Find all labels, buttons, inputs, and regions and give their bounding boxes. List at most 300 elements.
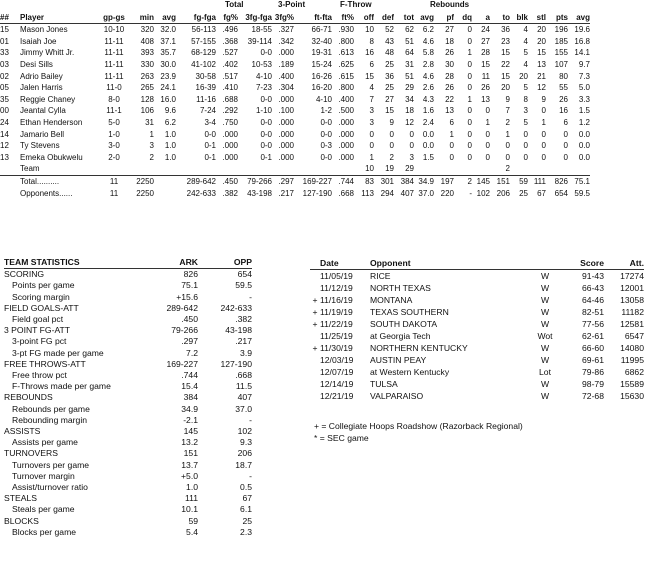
stat-cell: .625 [338, 60, 354, 70]
stat-cell: 16.8 [574, 36, 590, 46]
stat-cell: 3 [369, 118, 374, 128]
stat-cell [272, 163, 294, 175]
stat-cell: 66-71 [311, 25, 332, 35]
stat-cell: .292 [222, 106, 238, 116]
stat-cell: 0 [505, 141, 510, 151]
stat-cell: 80 [559, 71, 568, 81]
stat-cell: 2.6 [422, 83, 434, 93]
stat-cell: 3 [149, 141, 154, 151]
stat-cell: 0 [467, 60, 472, 70]
stat-cell: 0-0 [320, 118, 332, 128]
stat-cell: Jeantal Cylla [20, 106, 66, 116]
game-date: 12/07/19 [320, 367, 354, 377]
stat-cell [332, 163, 354, 175]
stat-cell: 12 [0, 141, 9, 151]
stat-cell: 0-0 [260, 129, 272, 139]
stat-cell: 48 [385, 48, 394, 58]
stat-cell: 15 [385, 106, 394, 116]
team-stat-opp: 18.7 [235, 459, 252, 470]
stat-cell: 13 [537, 60, 546, 70]
team-stat-label: Assist/turnover ratio [12, 482, 88, 493]
column-header: blk [510, 12, 528, 24]
stat-cell: 36 [385, 71, 394, 81]
stat-cell: 39-114 [247, 36, 272, 46]
stat-cell: 4-10 [315, 94, 332, 104]
team-stat-ark: -2.1 [183, 414, 198, 425]
stat-cell: .527 [222, 48, 238, 58]
stat-cell: 1 [485, 118, 490, 128]
stat-cell: Opponents...... [20, 188, 73, 198]
team-stat-opp: 0.5 [240, 482, 252, 493]
stat-cell: .100 [278, 106, 294, 116]
game-opponent: TULSA [370, 379, 398, 389]
stat-cell: Team [20, 164, 40, 174]
schedule-score-header: Score [560, 257, 604, 270]
stat-cell: 30-58 [195, 71, 216, 81]
stat-cell: 320 [140, 25, 154, 35]
stat-cell: 0 [389, 141, 394, 151]
player-row [0, 94, 590, 106]
team-stat-ark: 59 [188, 515, 198, 526]
stat-cell: 1 [505, 129, 510, 139]
stat-cell: 19.6 [574, 25, 590, 35]
stat-cell: 0 [369, 141, 374, 151]
stat-cell: 7-24 [199, 106, 216, 116]
stat-cell: 0-1 [204, 152, 216, 162]
game-att: 17274 [620, 271, 644, 281]
team-stat-row [4, 482, 252, 493]
stat-cell: 106 [140, 106, 154, 116]
stat-cell: 20 [519, 71, 528, 81]
stat-cell: 151 [490, 175, 510, 187]
stat-cell: .750 [222, 118, 238, 128]
stat-cell: 18 [445, 36, 454, 46]
player-row [0, 36, 590, 48]
stat-cell: 16.0 [160, 94, 176, 104]
stat-cell: 64 [405, 48, 414, 58]
team-stat-row [4, 359, 252, 370]
team-stat-row [4, 392, 252, 403]
stat-cell: 0 [485, 129, 490, 139]
stat-cell [154, 163, 176, 175]
schedule-row [310, 270, 644, 283]
stat-cell: 11-16 [196, 94, 216, 104]
roadshow-note: + = Collegiate Hoops Roadshow (Razorback Regional) [314, 421, 523, 431]
stat-cell: 24 [481, 25, 490, 35]
team-stat-label: Steals per game [12, 504, 75, 515]
stat-cell: 4.3 [422, 94, 434, 104]
column-header: gp-gs [98, 12, 130, 24]
team-stat-row [4, 460, 252, 471]
column-header: a [472, 12, 490, 24]
team-stat-ark: 145 [183, 426, 198, 437]
stat-cell: 14 [0, 129, 9, 139]
column-header: min [130, 12, 154, 24]
game-date: 11/12/19 [320, 283, 353, 293]
team-stat-row [4, 348, 252, 359]
game-opponent: AUSTIN PEAY [370, 355, 427, 365]
column-header: avg [568, 12, 590, 24]
schedule-date-header: Date [320, 257, 370, 270]
stat-cell: 4.6 [422, 36, 434, 46]
team-stat-label: Assists per game [12, 437, 78, 448]
column-header: avg [414, 12, 434, 24]
stat-cell [528, 163, 546, 175]
team-statistics-table [4, 257, 252, 538]
game-date: 11/19/19 [320, 307, 353, 317]
game-score: 77-56 [582, 319, 604, 329]
stat-cell: 6 [449, 118, 454, 128]
team-stat-row [4, 504, 252, 515]
stat-cell: 1.2 [578, 118, 590, 128]
stat-cell: 263 [140, 71, 154, 81]
stat-cell: 4 [369, 83, 374, 93]
schedule-header-row [310, 257, 644, 270]
stat-cell: 15-24 [311, 60, 332, 70]
stat-cell: 30 [445, 60, 454, 70]
team-stat-ark: 34.9 [181, 403, 198, 414]
stat-cell: 145 [472, 175, 490, 187]
stat-cell [154, 187, 176, 199]
column-header: ft% [332, 12, 354, 24]
game-result: Lot [539, 367, 551, 377]
team-stat-opp: .382 [235, 314, 252, 325]
stat-cell: 26 [481, 83, 490, 93]
stat-cell: 68-129 [191, 48, 216, 58]
stat-cell [0, 163, 20, 175]
stat-cell: 27 [385, 94, 394, 104]
stat-cell: 0.0 [422, 129, 434, 139]
stat-cell [546, 163, 568, 175]
stat-cell: 0-0 [260, 141, 272, 151]
team-stat-row [4, 370, 252, 381]
team-stat-label: Scoring margin [12, 291, 70, 302]
stat-cell: .668 [338, 188, 354, 198]
game-date: 11/05/19 [320, 271, 353, 281]
stat-cell: .297 [272, 175, 294, 187]
stat-cell: 0 [485, 141, 490, 151]
team-stat-row [4, 280, 252, 291]
stat-cell: .000 [278, 141, 294, 151]
stat-cell: 37.1 [160, 36, 176, 46]
stat-cell: 11-1 [106, 106, 122, 116]
stat-cell: 30.0 [160, 60, 176, 70]
stat-cell: .000 [278, 48, 294, 58]
stat-cell: 18-55 [251, 25, 272, 35]
game-att: 11182 [621, 307, 644, 317]
stat-cell: 7.3 [578, 71, 590, 81]
game-result: W [540, 319, 550, 329]
stat-cell: 265 [140, 83, 154, 93]
game-opponent: SOUTH DAKOTA [370, 319, 438, 329]
team-stats-opp-header: OPP [198, 257, 252, 269]
stat-cell: .402 [222, 60, 238, 70]
stat-cell: .000 [278, 118, 294, 128]
stat-cell: Isaiah Joe [20, 36, 57, 46]
stat-cell: 2 [505, 118, 510, 128]
stat-cell: 57-155 [191, 36, 216, 46]
column-header: off [354, 12, 374, 24]
stat-cell: 1 [449, 129, 454, 139]
team-stat-opp: 206 [237, 448, 252, 459]
stat-cell: 11-11 [104, 48, 124, 58]
stat-cell: Adrio Bailey [20, 71, 63, 81]
game-att: 12001 [620, 283, 644, 293]
stat-cell: 12 [537, 83, 546, 93]
stat-cell: 03 [0, 60, 9, 70]
team-stat-label: 3-point FG pct [12, 336, 67, 347]
column-header: ft-fta [294, 12, 332, 24]
stat-cell: 0 [467, 106, 472, 116]
game-result: W [540, 307, 550, 317]
stat-cell: 4 [523, 60, 528, 70]
player-row [0, 163, 590, 175]
stat-cell: 1 [467, 48, 472, 58]
stat-cell: 25 [519, 188, 528, 198]
team-stat-label: 3 POINT FG-ATT [4, 325, 71, 336]
stat-cell: 0.0 [578, 129, 590, 139]
team-stat-ark: 5.4 [186, 526, 198, 537]
stat-cell [294, 163, 332, 175]
stat-cell: 25 [385, 83, 394, 93]
stat-cell: 02 [0, 71, 9, 81]
stat-cell: 21 [537, 71, 546, 81]
stat-cell: 28 [445, 71, 454, 81]
game-date: 12/14/19 [320, 379, 354, 389]
stat-cell: 11-0 [106, 83, 122, 93]
stat-cell: 34 [405, 94, 414, 104]
game-score: 91-43 [582, 271, 604, 281]
game-result: W [540, 391, 550, 401]
stat-cell: 0 [467, 36, 472, 46]
team-stat-row [4, 426, 252, 437]
stat-cell: 37.0 [418, 188, 434, 198]
player-row [0, 47, 590, 59]
stat-cell: 0 [467, 71, 472, 81]
team-stat-row [4, 269, 252, 281]
team-stat-label: SCORING [4, 269, 45, 280]
game-date: 11/16/19 [320, 295, 353, 305]
stat-cell: 3-0 [108, 141, 120, 151]
team-stat-ark: +5.0 [181, 470, 198, 481]
stat-cell: Jalen Harris [20, 83, 63, 93]
schedule-row [310, 354, 644, 366]
stat-cell: 2 [389, 152, 394, 162]
stat-cell: 169-227 [294, 175, 332, 187]
stat-cell: .688 [222, 94, 238, 104]
stat-cell: 15 [537, 48, 546, 58]
game-opponent: at Georgia Tech [370, 331, 431, 341]
stat-cell: 0 [409, 141, 414, 151]
stat-cell: 23 [501, 36, 510, 46]
stat-cell [0, 175, 20, 187]
stat-cell: 8-0 [108, 94, 120, 104]
team-stats-ark-header: ARK [154, 257, 198, 269]
stat-cell: 5 [523, 48, 528, 58]
team-stat-opp: 6.1 [240, 504, 252, 515]
team-stat-opp: 102 [237, 426, 252, 437]
stat-cell: 1.0 [164, 152, 176, 162]
stat-cell: 0-0 [260, 118, 272, 128]
stat-cell: 2.4 [422, 118, 434, 128]
column-header: ## [0, 12, 20, 24]
team-stat-ark: 13.2 [181, 437, 198, 448]
stat-cell: 0 [449, 152, 454, 162]
team-stat-ark: 151 [183, 448, 198, 459]
stat-cell: 32.0 [160, 25, 176, 35]
stat-cell: 34.9 [414, 175, 434, 187]
game-result: Wot [537, 331, 553, 341]
game-date: 12/03/19 [320, 355, 354, 365]
team-stat-opp: 407 [237, 392, 252, 403]
team-stat-label: 3-pt FG made per game [12, 347, 104, 358]
stat-cell: .615 [338, 71, 354, 81]
stat-cell: 0-3 [320, 141, 332, 151]
stat-cell: 36 [501, 25, 510, 35]
team-stat-row [4, 303, 252, 314]
stat-cell: 75.1 [568, 175, 590, 187]
team-stat-ark: 15.4 [181, 381, 198, 392]
stat-cell: 0 [485, 152, 490, 162]
team-stat-label: FREE THROWS-ATT [4, 358, 86, 369]
stat-cell: 7 [369, 94, 374, 104]
game-opponent: TEXAS SOUTHERN [370, 307, 449, 317]
stat-cell: Jamario Bell [20, 129, 65, 139]
stat-cell: 6 [369, 60, 374, 70]
stat-cell: 6.2 [164, 118, 176, 128]
game-mark: + [312, 343, 318, 353]
stat-cell: 0-0 [320, 129, 332, 139]
stat-cell: 2.8 [422, 60, 434, 70]
stat-cell: 41-102 [191, 60, 216, 70]
stat-cell: 2250 [136, 188, 154, 198]
stat-cell: 0-0 [260, 94, 272, 104]
game-mark [310, 354, 320, 366]
stat-cell: 01 [0, 36, 9, 46]
stat-cell: 15 [481, 60, 490, 70]
stat-cell: 67 [537, 188, 546, 198]
schedule-row [310, 378, 644, 390]
game-mark [310, 390, 320, 402]
stat-cell: 11-11 [104, 60, 124, 70]
stat-cell: 20 [537, 36, 546, 46]
team-stat-opp: .217 [235, 336, 252, 347]
stat-cell: 0 [541, 152, 546, 162]
column-header: to [490, 12, 510, 24]
stat-cell: 289-642 [176, 175, 216, 187]
game-date: 12/21/19 [320, 391, 354, 401]
column-header: avg [154, 12, 176, 24]
column-header: tot [394, 12, 414, 24]
stat-cell: 79-266 [238, 175, 272, 187]
stat-cell: 26 [445, 48, 454, 58]
team-stat-row [4, 471, 252, 482]
stat-cell: 9 [389, 118, 394, 128]
stat-cell: 33 [0, 48, 9, 58]
team-stat-opp: 37.0 [235, 403, 252, 414]
team-stat-ark: 1.0 [186, 482, 198, 493]
rebounds-group-header: Rebounds [430, 0, 470, 9]
column-header: pts [546, 12, 568, 24]
stat-cell: 25 [385, 60, 394, 70]
stat-cell: 294 [380, 188, 394, 198]
schedule-row [310, 390, 644, 402]
team-stat-row [4, 437, 252, 448]
team-stat-label: Field goal pct [12, 314, 64, 325]
game-score: 69-61 [582, 355, 604, 365]
stat-cell: 6.2 [422, 25, 434, 35]
team-stat-opp: 2.3 [240, 526, 252, 537]
stat-cell: 0 [467, 129, 472, 139]
stat-cell: 9 [541, 94, 546, 104]
stat-cell: .000 [222, 152, 238, 162]
stat-cell: 2 [149, 152, 154, 162]
stat-cell: 0-0 [260, 48, 272, 58]
stat-cell: 8 [523, 94, 528, 104]
stat-cell: .382 [222, 188, 238, 198]
schedule-row [310, 366, 644, 378]
stat-cell: 3 [409, 152, 414, 162]
stat-cell: 5 [523, 118, 528, 128]
stat-cell: 13 [481, 94, 490, 104]
stat-cell: 62 [405, 25, 414, 35]
stat-cell: Mason Jones [20, 25, 68, 35]
schedule-att-header: Att. [604, 257, 644, 270]
stat-cell [176, 163, 216, 175]
team-stat-ark: 289-642 [166, 302, 198, 313]
stat-cell: 0 [467, 83, 472, 93]
game-score: 62-61 [582, 331, 604, 341]
stat-cell: 1 [369, 152, 374, 162]
stat-cell [454, 163, 472, 175]
stat-cell: 11 [98, 175, 130, 187]
column-header: stl [528, 12, 546, 24]
stat-cell: .189 [278, 60, 294, 70]
stat-cell: Ethan Henderson [20, 118, 83, 128]
game-result: W [540, 343, 550, 353]
schedule-row [310, 342, 644, 354]
team-stat-row [4, 516, 252, 527]
three-point-group-header: 3-Point [278, 0, 306, 9]
stat-cell: 11 [481, 71, 490, 81]
stat-cell: 10-53 [251, 60, 272, 70]
stat-cell: 11-11 [104, 71, 124, 81]
free-throw-group-header: F-Throw [340, 0, 372, 9]
stat-cell: 1 [149, 129, 154, 139]
stat-cell: .500 [338, 106, 354, 116]
stat-cell: .000 [278, 152, 294, 162]
team-stats-title: TEAM STATISTICS [4, 257, 154, 269]
stat-cell: .000 [278, 129, 294, 139]
stat-cell: 35.7 [160, 48, 176, 58]
stat-cell: 155 [554, 48, 568, 58]
team-stat-label: STEALS [4, 493, 37, 504]
stat-cell: 0 [563, 141, 568, 151]
schedule-row [310, 282, 644, 294]
stat-cell: .000 [222, 141, 238, 151]
column-header: def [374, 12, 394, 24]
team-stat-opp: - [249, 414, 252, 425]
game-opponent: MONTANA [370, 295, 413, 305]
team-stat-ark: 169-227 [166, 358, 198, 369]
stat-cell: 127-190 [302, 188, 332, 198]
stat-cell: .800 [338, 36, 354, 46]
team-stat-label: REBOUNDS [4, 392, 53, 403]
team-stat-opp: 127-190 [220, 358, 252, 369]
schedule-row [310, 306, 644, 318]
stat-cell: 408 [140, 36, 154, 46]
game-score: 66-43 [582, 283, 604, 293]
